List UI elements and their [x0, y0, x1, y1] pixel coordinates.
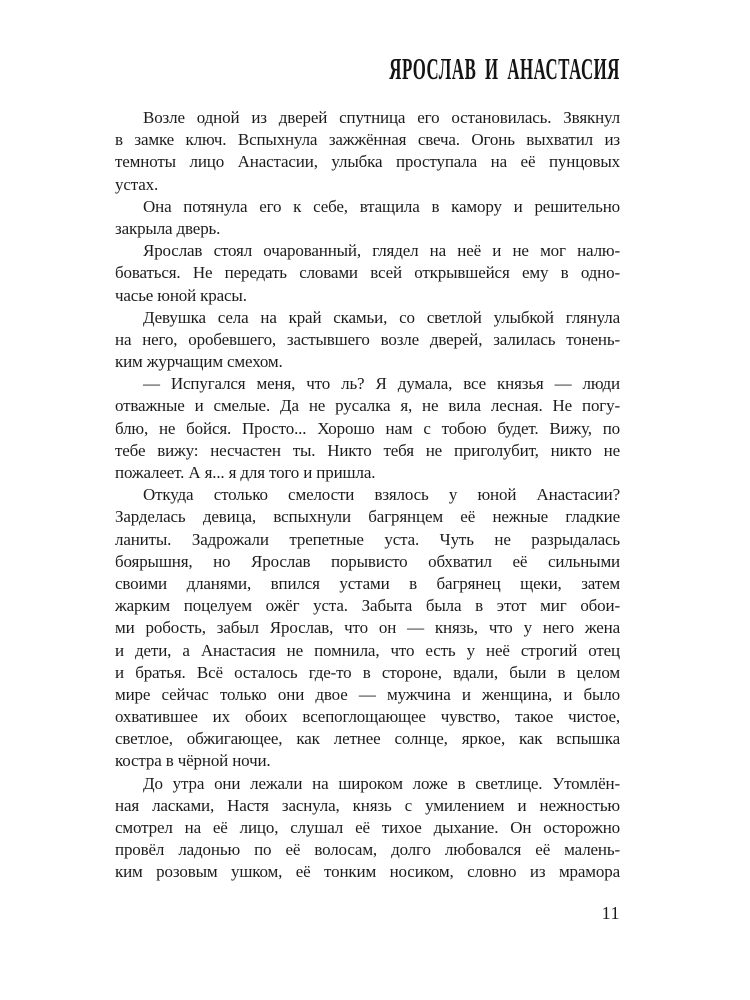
text-line: Ярослав стоял очарованный, глядел на неё и не мог налю- — [143, 241, 620, 261]
text-line: мире сейчас только они двое — мужчина и женщина, и было — [115, 684, 620, 704]
text-line: пожалеет. А я... я для того и пришла. — [115, 463, 376, 482]
text-line: ким журчащим смехом. — [115, 352, 283, 372]
text-line: ланиты. Задрожали трепетные уста. Чуть не разрыдалась — [115, 529, 620, 549]
text-line: закрыла дверь. — [115, 218, 221, 238]
text-line: блю, не бойся. Просто... Хорошо нам с тобою будет. Вижу, по — [115, 418, 620, 438]
text-line: ми робость, забыл Ярослав, что он — князь, что у него жена — [115, 618, 620, 638]
text-line: Она потянула его к себе, втащила в камору и решительно — [143, 196, 620, 216]
text-line: смотрел на её лицо, слушал её тихое дыхание. Он осторожно — [115, 818, 620, 837]
text-line: Возле одной из дверей спутница его остановилась. Звякнул — [143, 108, 620, 127]
text-line: тебе вижу: несчастен ты. Никто тебя не приголубит, никто не — [115, 440, 620, 460]
text-line: Откуда столько смелости взялось у юной Анастасии? — [143, 485, 620, 505]
text-line: и братья. Всё осталось где-то в стороне, вдали, были в целом — [115, 662, 620, 682]
text-line: отважные и смелые. Да не русалка я, не вила лесная. Не погу- — [115, 396, 620, 416]
text-line: жарким поцелуем ожёг уста. Забыта была в этот миг обои- — [115, 596, 620, 616]
text-line: Зарделась девица, вспыхнули багрянцем её нежные гладкие — [115, 507, 620, 527]
text-line: ким розовым ушком, её тонким носиком, словно из мрамора — [115, 862, 620, 882]
text-line: боярышня, но Ярослав порывисто обхватил её сильными — [115, 551, 620, 571]
chapter-header — [115, 54, 620, 86]
text-line: часье юной красы. — [115, 285, 247, 305]
text-line: боваться. Не передать словами всей открывшейся ему в одно- — [115, 263, 620, 283]
chapter-title: ЯРОСЛАВ И АНАСТАСИЯ — [389, 52, 620, 87]
text-line: светлое, обжигающее, как летнее солнце, яркое, как вспышка — [115, 729, 620, 749]
text-line: темноты лицо Анастасии, улыбка проступала на её пунцовых — [115, 152, 620, 172]
text-line: на него, оробевшего, застывшего возле дверей, залилась тонень- — [115, 329, 620, 349]
text-line: До утра они лежали на широком ложе в светлице. Утомлён- — [143, 773, 620, 793]
text-line: — Испугался меня, что ль? Я думала, все князья — люди — [143, 374, 620, 394]
text-line: ная ласками, Настя заснула, князь с умилением и нежностью — [115, 795, 620, 815]
text-line: охватившее их обоих всепоглощающее чувство, такое чистое, — [115, 707, 620, 727]
text-line: своими дланями, впился устами в багрянец щеки, затем — [115, 573, 620, 593]
text-line: и дети, а Анастасия не помнила, что есть у неё строгий отец — [115, 640, 620, 660]
text-line: провёл ладонью по её волосам, долго любовался её малень- — [115, 840, 620, 860]
page-number: 11 — [601, 903, 620, 923]
page-text — [115, 107, 620, 884]
text-line: костра в чёрной ночи. — [115, 751, 271, 771]
text-line: в замке ключ. Вспыхнула зажжённая свеча. Огонь выхватил из — [115, 130, 620, 150]
text-line: Девушка села на край скамьи, со светлой улыбкой глянула — [143, 307, 620, 327]
text-line: устах. — [115, 174, 159, 194]
